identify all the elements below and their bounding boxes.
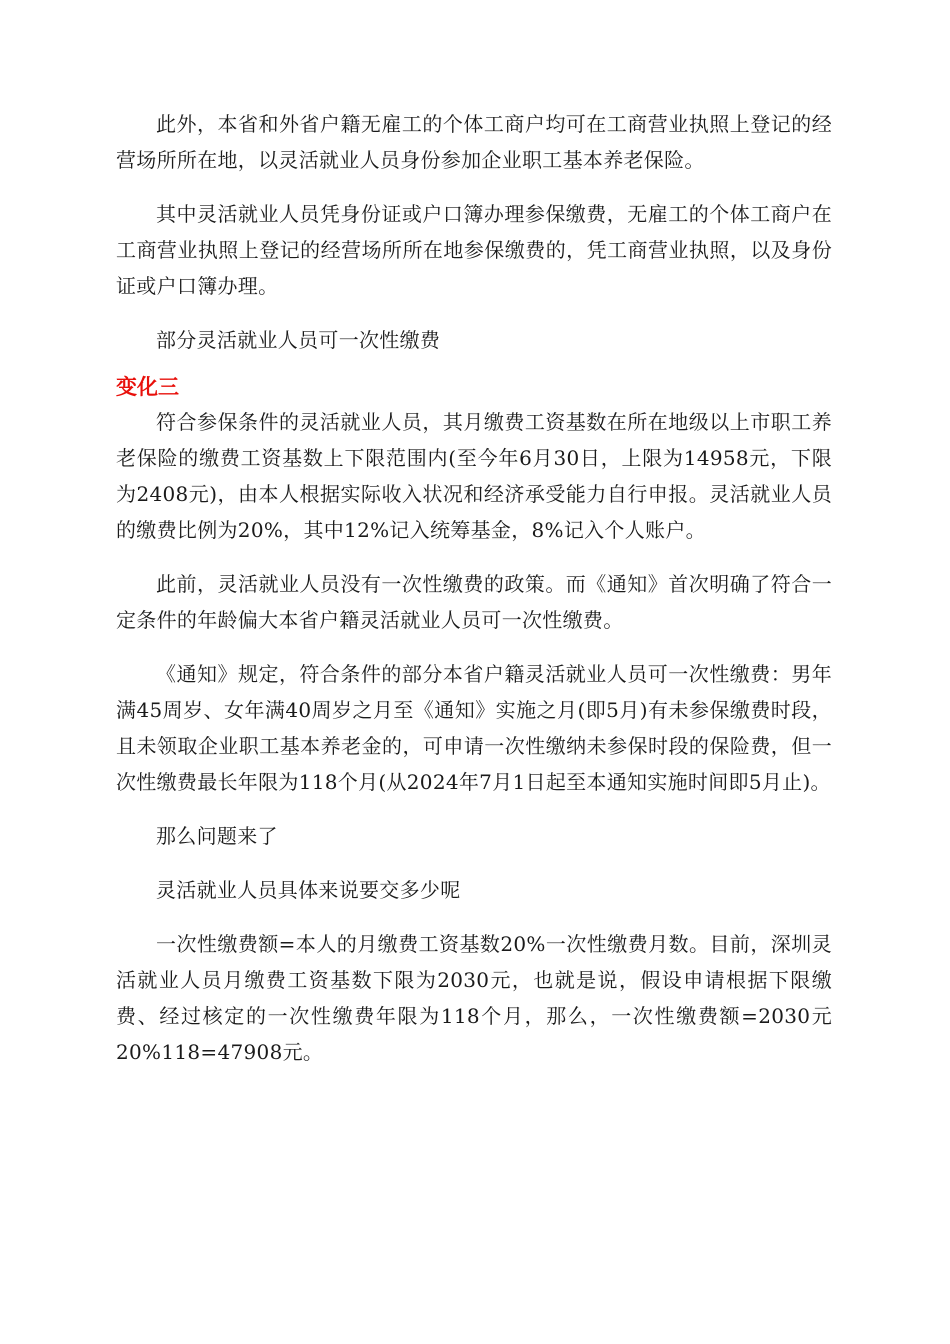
- paragraph-self-employed-enrollment: 此外，本省和外省户籍无雇工的个体工商户均可在工商营业执照上登记的经营场所所在地，以灵活就业人员身份参加企业职工基本养老保险。: [116, 112, 832, 172]
- paragraph-notice-regulation: 《通知》规定，符合条件的部分本省户籍灵活就业人员可一次性缴费：男年满45周岁、女年满40周岁之月至《通知》实施之月(即5月)有未参保缴费时段，且未领取企业职工基本养老金的，可申请一次性缴纳未参保时段的保险费，但一次性缴费最长年限为118个月(从2024年7月1日起至本通知实施时间即5月止)。: [116, 662, 832, 794]
- paragraph-one-time-payment-intro: 部分灵活就业人员可一次性缴费: [156, 328, 441, 352]
- paragraph-contribution-base: 符合参保条件的灵活就业人员，其月缴费工资基数在所在地级以上市职工养老保险的缴费工资基数上下限范围内(至今年6月30日，上限为14958元，下限为2408元)，由本人根据实际收入状况和经济承受能力自行申报。灵活就业人员的缴费比例为20%，其中12%记入统筹基金，8%记入个人账户。: [116, 410, 832, 542]
- section-heading: 变化三: [116, 375, 179, 399]
- paragraph-calculation: 一次性缴费额=本人的月缴费工资基数20%一次性缴费月数。目前，深圳灵活就业人员月缴费工资基数下限为2030元，也就是说，假设申请根据下限缴费、经过核定的一次性缴费年限为118个月，那么，一次性缴费额=2030元20%118=47908元。: [116, 932, 832, 1064]
- paragraph-new-policy: 此前，灵活就业人员没有一次性缴费的政策。而《通知》首次明确了符合一定条件的年龄偏大本省户籍灵活就业人员可一次性缴费。: [116, 572, 832, 632]
- paragraph-required-documents: 其中灵活就业人员凭身份证或户口簿办理参保缴费，无雇工的个体工商户在工商营业执照上登记的经营场所所在地参保缴费的，凭工商营业执照，以及身份证或户口簿办理。: [116, 202, 832, 298]
- paragraph-question: 那么问题来了: [156, 824, 278, 848]
- paragraph-how-much: 灵活就业人员具体来说要交多少呢: [156, 878, 461, 902]
- document-body: [116, 106, 832, 1088]
